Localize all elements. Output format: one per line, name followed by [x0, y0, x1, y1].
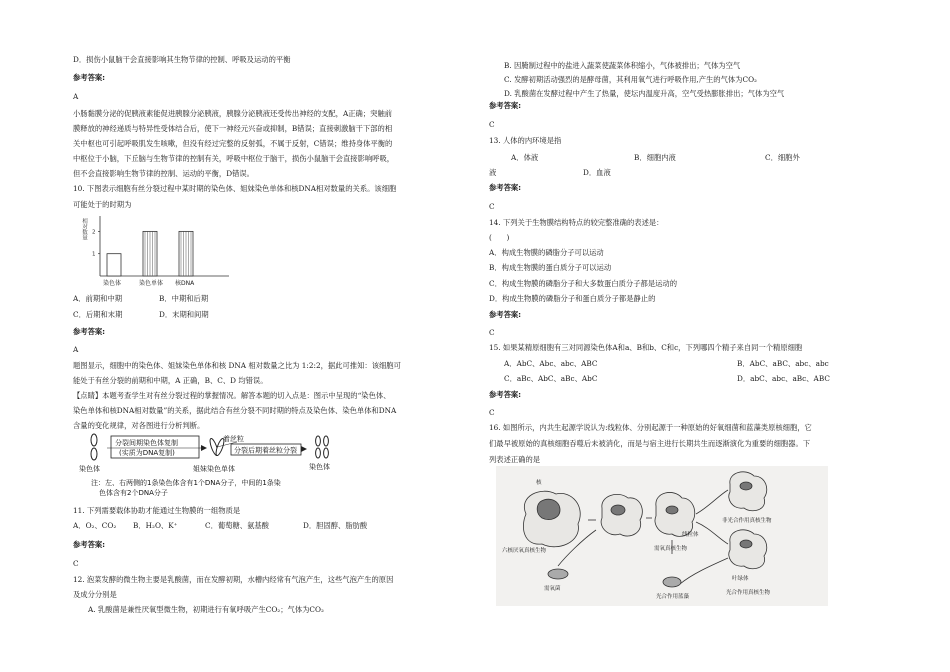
svg-text:需氧菌: 需氧菌: [544, 586, 561, 592]
svg-text:染色体: 染色体: [79, 465, 100, 473]
category-label: 染色单体: [139, 280, 164, 287]
option-d: D．血液: [583, 168, 611, 177]
option-c: C．葡萄糖、氨基酸: [205, 521, 269, 530]
chromosome-icon: [91, 434, 97, 460]
explanation-line: 含量的变化规律，对各图进行分析判断。: [73, 421, 205, 430]
svg-text:分裂间期染色体复制: 分裂间期染色体复制: [115, 439, 178, 447]
option-c: C. 发酵初期活动强烈的是酵母菌，其利用氧气进行呼吸作用,产生的气体为CO₂: [504, 75, 757, 84]
chromosome-diagram: [77, 433, 347, 503]
answer-label: 参考答案:: [73, 540, 106, 549]
option-a: A．体液: [511, 153, 539, 162]
explanation-line: 但不会直接影响生物节律的控制、运动的平衡，D错误。: [73, 169, 254, 178]
option-b: B．H₂O、K⁺: [133, 521, 178, 530]
svg-text:叶绿体: 叶绿体: [732, 576, 749, 582]
question-12: 12. 泡菜发酵的微生物主要是乳酸菌，而在发酵初期，水槽内经常有气泡产生，这些气泡产生的原因: [73, 575, 394, 584]
option-a: A．前期和中期: [73, 294, 123, 303]
question-10-cont: 可能处于的时期为: [73, 200, 132, 209]
aerobic-bacteria-icon: [548, 569, 568, 579]
svg-text:线粒体: 线粒体: [682, 532, 699, 538]
option-d: D．构成生物膜的磷脂分子和蛋白质分子都是静止的: [489, 294, 656, 303]
explanation-line: 【点睛】本题考查学生对有丝分裂过程的掌握情况。解答本题的切入点是：图示中呈现的“染色体、: [73, 391, 391, 400]
option-a: A．AbC、Abc、abc、ABC: [504, 359, 598, 368]
y-tick-label: 1: [92, 251, 96, 258]
nucleus-icon: [537, 499, 560, 519]
svg-text:六核厌氧真核生物: 六核厌氧真核生物: [502, 548, 547, 554]
answer-value: C: [489, 120, 495, 129]
y-tick-label: 2: [92, 229, 96, 236]
answer-value: A: [73, 92, 79, 101]
explanation-line: 小肠黏膜分泌的促胰液素能促进胰腺分泌胰液，胰腺分泌胰液还受传出神经的支配，A正确；突触前: [73, 109, 393, 118]
svg-text:姐妹染色单体: 姐妹染色单体: [193, 465, 235, 473]
question-12-cont: 及成分分别是: [73, 590, 117, 599]
cyanobacteria-icon: [663, 577, 681, 587]
option-a: A．构成生物膜的磷脂分子可以运动: [489, 248, 604, 257]
answer-value: C: [489, 202, 495, 211]
photo-eukaryote-cell-icon: [729, 530, 767, 569]
endosymbiosis-figure: [496, 466, 828, 606]
svg-text:非光合作用真核生物: 非光合作用真核生物: [722, 518, 772, 524]
option-b: B．AbC、aBC、abc、abc: [737, 359, 829, 368]
svg-text:核: 核: [536, 480, 542, 486]
option-c-cont: 液: [489, 168, 497, 177]
option-d: D．末期和间期: [159, 310, 209, 319]
answer-label: 参考答案:: [489, 183, 522, 192]
svg-text:(实质为DNA复制): (实质为DNA复制): [119, 449, 175, 457]
explanation-line: 关中枢也可引起呼吸肌发生咳嗽，但没有经过完整的反射弧，不属于反射，C错误；维持身体平衡的: [73, 139, 393, 148]
category-label: 核DNA: [175, 280, 195, 287]
explanation-line: 染色单体和核DNA相对数量”的关系，据此结合有丝分裂不同时期的特点及染色体、染色单体和DNA: [73, 406, 397, 415]
option-d: D．胆固醇、脂肪酸: [303, 521, 368, 530]
explanation-line: 中枢位于小脑，下丘脑与生物节律的控制有关，呼吸中枢位于脑干，损伤小鼠脑干会直接影响呼吸，: [73, 154, 395, 163]
question-16: 16. 如图所示，内共生起源学说认为:线粒体、分别起源于一种原始的好氧细菌和蓝藻类原核细胞，它: [489, 423, 812, 432]
explanation-line: 能处于有丝分裂的前期和中期，A 正确，B、C、D 均错误。: [73, 376, 268, 385]
svg-text:光合作用蓝藻: 光合作用蓝藻: [656, 594, 690, 600]
answer-label: 参考答案:: [489, 101, 522, 110]
option-b: B．构成生物膜的蛋白质分子可以运动: [489, 263, 612, 272]
svg-text:着丝粒: 着丝粒: [223, 435, 244, 443]
svg-text:色体含有2个DNA分子: 色体含有2个DNA分子: [99, 489, 168, 497]
bar-chart: [81, 212, 231, 290]
question-14: 14. 下列关于生物膜结构特点的较完整准确的表述是：: [489, 218, 664, 227]
engulfing-cell-icon: [601, 494, 642, 536]
explanation-line: 膜释放的神经递质与特异性受体结合后，使下一神经元兴奋或抑制，B错误；直接刺激脑干下部的相: [73, 124, 393, 133]
answer-value: C: [73, 559, 79, 568]
option-c: C．后期和末期: [73, 310, 123, 319]
question-15: 15. 如果某精原细胞有三对同源染色体A和a、B和b、C和c，下列哪四个精子来自同一个精原细胞: [489, 343, 803, 352]
svg-text:染色体: 染色体: [309, 463, 330, 471]
option-b: B．细胞内液: [634, 153, 676, 162]
category-label: 染色体: [103, 280, 122, 287]
option-c: C．构成生物膜的磷脂分子和大多数蛋白质分子都是运动的: [489, 279, 678, 288]
question-16-cont: 们最早被原始的真核细胞吞噬后未被消化，而是与宿主进行长期共生而逐渐演化为重要的细胞器。下: [489, 439, 811, 448]
option-c: C．aBc、AbC、aBc、AbC: [504, 374, 598, 383]
split-chromosome-icon: [316, 436, 329, 458]
option-b: B. 因腌制过程中的盐进入蔬菜使蔬菜体积缩小，气体被排出；气体为空气: [504, 61, 741, 70]
question-16-cont: 列表述正确的是: [489, 455, 541, 464]
chart-ylabel: 相对数量: [81, 218, 87, 240]
option-d: D. 乳酸菌在发酵过程中产生了热量，使坛内温度升高，空气受热膨胀排出；气体为空气: [504, 89, 785, 98]
question-11: 11. 下列需要载体协助才能通过生物膜的一组物质是: [73, 506, 241, 515]
option-a: A. 乳酸菌是兼性厌氧型微生物，初期进行有氧呼吸产生CO₂；气体为CO₂: [88, 605, 324, 614]
answer-value: C: [489, 408, 495, 417]
answer-value: C: [489, 328, 495, 337]
option-c: C．细胞外: [765, 153, 800, 162]
question-13: 13. 人体的内环境是指: [489, 136, 562, 145]
option-a: A．O₂、CO₂: [73, 521, 117, 530]
answer-label: 参考答案:: [489, 390, 522, 399]
svg-text:分裂后期着丝粒分裂: 分裂后期着丝粒分裂: [234, 446, 297, 455]
option-d: D．abC、abc、aBc、ABC: [737, 374, 830, 383]
answer-label: 参考答案:: [489, 310, 522, 319]
option-b: B．中期和后期: [159, 294, 209, 303]
question-10: 10. 下图表示细胞有丝分裂过程中某时期的染色体、姐妹染色单体和核DNA相对数量的关系。该细胞: [73, 184, 397, 193]
nonphoto-eukaryote-cell-icon: [729, 472, 767, 511]
prev-question-option-d: D．损伤小鼠脑干会直接影响其生物节律的控制、呼吸及运动的平衡: [73, 55, 291, 64]
answer-label: 参考答案:: [73, 327, 106, 336]
answer-value: A: [73, 345, 79, 354]
answer-label: 参考答案:: [73, 73, 106, 82]
explanation-line: 题图显示，细胞中的染色体、姐妹染色单体和核 DNA 相对数量之比为 1:2:2，据此可推知：该细胞可: [73, 361, 401, 370]
bar: [107, 254, 121, 276]
svg-text:注：左、右两侧的1条染色体含有1个DNA分子，中间的1条染: 注：左、右两侧的1条染色体含有1个DNA分子，中间的1条染: [91, 479, 281, 487]
answer-paren: ( ): [489, 233, 510, 242]
svg-text:需氧真核生物: 需氧真核生物: [654, 546, 688, 552]
svg-text:光合作用真核生物: 光合作用真核生物: [726, 590, 771, 596]
